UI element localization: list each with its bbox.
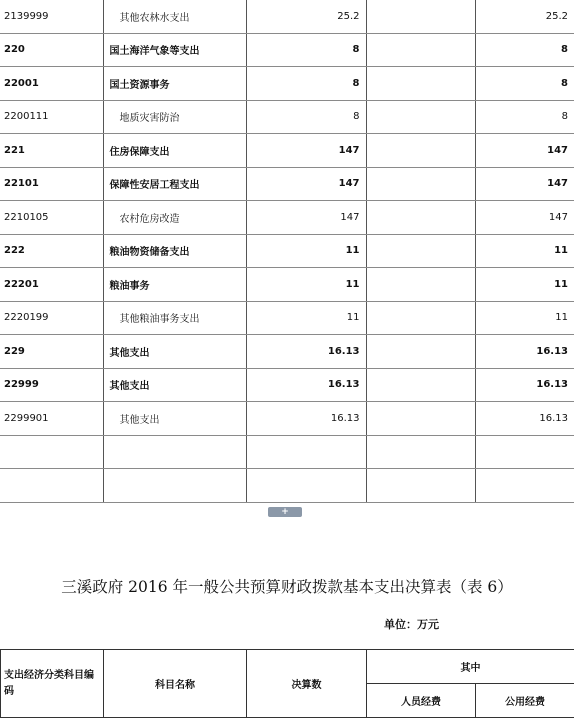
row-name: 其他支出 [103,335,246,369]
row-total: 8 [475,33,574,67]
row-name: 其他支出 [103,368,246,402]
row-total [475,435,574,469]
header-public: 公用经费 [476,684,574,718]
row-total: 8 [475,67,574,101]
row-code: 2299901 [0,402,103,436]
page-title: 三溪政府 2016 年一般公共预算财政拨款基本支出决算表（表 6） [0,575,574,597]
row-name: 其他粮油事务支出 [103,301,246,335]
row-empty [366,368,475,402]
row-amount: 16.13 [246,335,366,369]
row-amount: 11 [246,268,366,302]
row-empty [366,234,475,268]
row-code [0,469,103,503]
row-empty [366,134,475,168]
table-row [0,201,574,235]
row-code: 2210105 [0,201,103,235]
row-amount: 147 [246,134,366,168]
row-empty [366,469,475,503]
table-row [0,435,574,469]
row-empty [366,67,475,101]
row-code: 2220199 [0,301,103,335]
row-amount: 8 [246,67,366,101]
row-amount: 147 [246,201,366,235]
row-name: 国土海洋气象等支出 [103,33,246,67]
row-empty [366,201,475,235]
table-row [0,167,574,201]
row-code: 2139999 [0,0,103,33]
row-total: 16.13 [475,368,574,402]
row-name: 农村危房改造 [103,201,246,235]
row-amount: 16.13 [246,368,366,402]
row-code: 229 [0,335,103,369]
table-row [0,100,574,134]
row-empty [366,301,475,335]
row-amount: 16.13 [246,402,366,436]
row-amount: 8 [246,100,366,134]
row-total: 8 [475,100,574,134]
row-total: 11 [475,268,574,302]
row-total: 147 [475,134,574,168]
unit-label: 单位：万元 [384,616,439,632]
table-row [0,335,574,369]
row-name: 地质灾害防治 [103,100,246,134]
row-name: 住房保障支出 [103,134,246,168]
row-code: 22001 [0,67,103,101]
header-of-which: 其中 [367,650,574,684]
row-name: 其他支出 [103,402,246,436]
table-row [0,134,574,168]
table-row [0,402,574,436]
row-amount: 11 [246,234,366,268]
row-amount: 11 [246,301,366,335]
row-code: 222 [0,234,103,268]
row-empty [366,33,475,67]
header-personnel: 人员经费 [367,684,476,718]
table-row [0,268,574,302]
row-total: 16.13 [475,335,574,369]
row-name: 国土资源事务 [103,67,246,101]
table-header [0,649,574,718]
table-row [0,301,574,335]
row-empty [366,100,475,134]
row-empty [366,268,475,302]
row-name: 粮油物资储备支出 [103,234,246,268]
row-total: 11 [475,234,574,268]
row-empty [366,167,475,201]
row-code: 22999 [0,368,103,402]
table-row [0,234,574,268]
header-amount: 决算数 [247,650,367,718]
row-total: 147 [475,167,574,201]
row-total: 147 [475,201,574,235]
row-amount: 25.2 [246,0,366,33]
table-row [0,0,574,33]
section-divider-handle[interactable]: + [268,507,302,517]
row-total [475,469,574,503]
row-name [103,435,246,469]
row-empty [366,435,475,469]
row-total: 25.2 [475,0,574,33]
row-code [0,435,103,469]
row-code: 2200111 [0,100,103,134]
row-amount [246,435,366,469]
row-name: 保障性安居工程支出 [103,167,246,201]
row-empty [366,335,475,369]
row-empty [366,402,475,436]
row-amount [246,469,366,503]
row-empty [366,0,475,33]
row-total: 11 [475,301,574,335]
header-code: 支出经济分类科目编码 [1,650,104,718]
row-code: 22101 [0,167,103,201]
header-name: 科目名称 [104,650,247,718]
row-total: 16.13 [475,402,574,436]
row-code: 220 [0,33,103,67]
row-name: 其他农林水支出 [103,0,246,33]
table-row [0,368,574,402]
row-amount: 8 [246,33,366,67]
row-code: 221 [0,134,103,168]
table-row [0,469,574,503]
table-row [0,33,574,67]
table-row [0,67,574,101]
row-code: 22201 [0,268,103,302]
row-name: 粮油事务 [103,268,246,302]
row-name [103,469,246,503]
row-amount: 147 [246,167,366,201]
